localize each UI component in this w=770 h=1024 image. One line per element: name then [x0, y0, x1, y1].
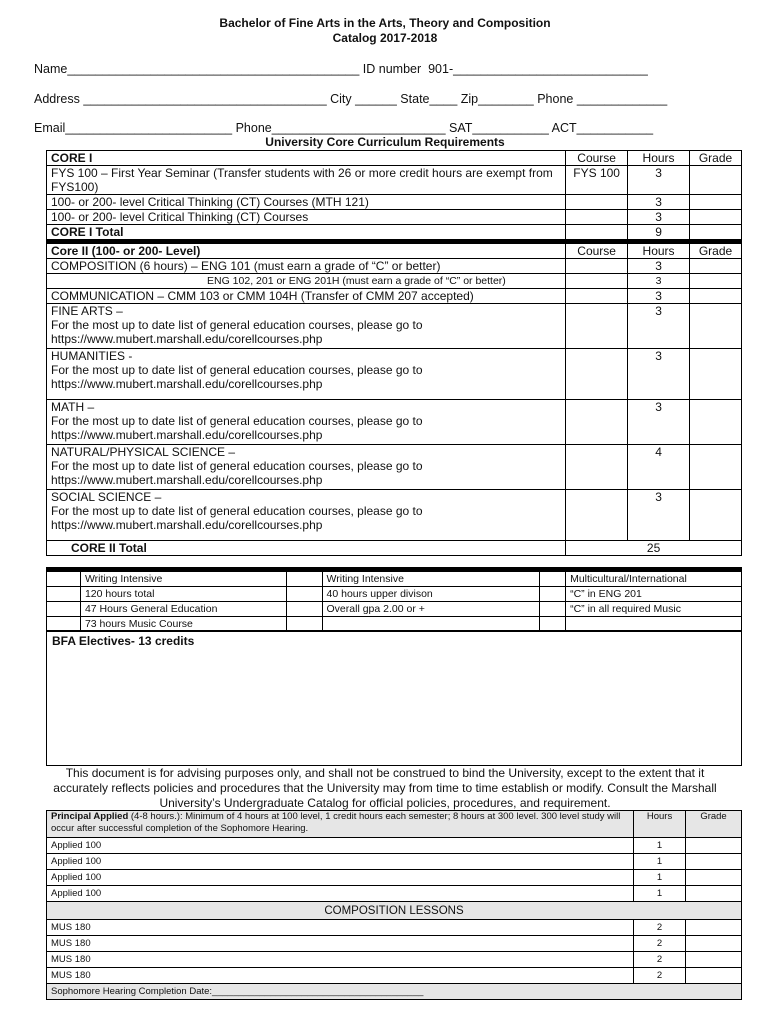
grade-cell[interactable] [686, 886, 742, 902]
grade-cell[interactable] [686, 920, 742, 936]
lessons-heading: COMPOSITION LESSONS [47, 902, 742, 920]
table-row [47, 349, 742, 400]
lesson-course: MUS 180 [47, 952, 634, 968]
row-text: 100- or 200- level Critical Thinking (CT) Courses [47, 210, 566, 225]
grade-cell[interactable] [690, 289, 742, 304]
applied-header [47, 811, 742, 838]
col-grade: Grade [686, 811, 742, 838]
area-url[interactable]: https://www.mubert.marshall.edu/corellcourses.php [51, 473, 323, 487]
col-grade: Grade [690, 151, 742, 166]
core2-total-row [47, 541, 742, 556]
table-row [47, 920, 742, 936]
col-hours: Hours [634, 811, 686, 838]
req-cell: 40 hours upper divison [322, 587, 540, 602]
disclaimer: This document is for advising purposes only, and shall not be construed to bind the University, except to the extent that it accurately reflects policies and procedures that the University may from time to time establish or modify. Consult the Marshall University’s Undergraduate Catalog for official policies, procedures, and requirement. [53, 766, 717, 810]
grade-cell[interactable] [686, 952, 742, 968]
check-cell[interactable] [286, 587, 322, 602]
core1-total-hours: 9 [628, 225, 690, 242]
req-cell: 73 hours Music Course [80, 617, 286, 632]
core1-total-label: CORE I Total [47, 225, 566, 242]
core-title: University Core Curriculum Requirements [265, 135, 505, 149]
applied-heading-detail: (4-8 hours.): Minimum of 4 hours at 100 level, 1 credit hours each semester; 8 hours at 300 level. 300 level study will occur after successful completion of the Sophomore Hearing. [51, 811, 621, 834]
lesson-course: MUS 180 [47, 936, 634, 952]
grade-cell[interactable] [686, 968, 742, 984]
applied-course: Applied 100 [47, 838, 634, 854]
table-row [47, 602, 742, 617]
table-row [47, 259, 742, 274]
core2-header [47, 242, 742, 259]
area-note: For the most up to date list of general education courses, please go to [51, 363, 423, 377]
core1-header [47, 151, 742, 166]
row-course[interactable] [566, 195, 628, 210]
grade-cell[interactable] [690, 445, 742, 490]
area-note: For the most up to date list of general education courses, please go to [51, 414, 423, 428]
grade-cell[interactable] [690, 349, 742, 400]
requirements-table [46, 567, 742, 632]
col-hours: Hours [628, 242, 690, 259]
course-cell[interactable] [566, 274, 628, 289]
grade-cell[interactable] [690, 259, 742, 274]
row-text: FYS 100 – First Year Seminar (Transfer students with 26 or more credit hours are exempt from FYS100) [47, 166, 566, 195]
grade-cell[interactable] [686, 838, 742, 854]
grade-cell[interactable] [690, 195, 742, 210]
applied-course: Applied 100 [47, 854, 634, 870]
table-row [47, 274, 742, 289]
table-row [47, 570, 742, 587]
catalog-year: Catalog 2017-2018 [332, 31, 438, 45]
area-note: For the most up to date list of general education courses, please go to [51, 504, 423, 518]
row-hours: 2 [634, 968, 686, 984]
table-row [47, 952, 742, 968]
hearing-row [47, 984, 742, 1000]
col-hours: Hours [628, 151, 690, 166]
req-cell: 120 hours total [80, 587, 286, 602]
req-cell: 47 Hours General Education [80, 602, 286, 617]
applied-course: Applied 100 [47, 870, 634, 886]
check-cell[interactable] [47, 602, 81, 617]
row-hours: 1 [634, 870, 686, 886]
grade-cell[interactable] [686, 854, 742, 870]
row-hours: 2 [634, 952, 686, 968]
row-hours: 3 [628, 304, 690, 349]
table-row [47, 195, 742, 210]
table-row [47, 445, 742, 490]
row-hours: 2 [634, 936, 686, 952]
composition2-row: ENG 102, 201 or ENG 201H (must earn a grade of “C” or better) [47, 274, 566, 289]
course-cell[interactable] [566, 259, 628, 274]
applied-table [46, 810, 742, 1000]
check-cell[interactable] [47, 587, 81, 602]
check-cell[interactable] [540, 602, 566, 617]
core-table [46, 150, 742, 556]
grade-cell[interactable] [690, 400, 742, 445]
sophomore-hearing-date[interactable]: Sophomore Hearing Completion Date:________________________________________ [47, 984, 742, 1000]
req-cell: Writing Intensive [80, 570, 286, 587]
course-cell[interactable] [566, 445, 628, 490]
row-hours: 1 [634, 838, 686, 854]
communication-row: COMMUNICATION – CMM 103 or CMM 104H (Transfer of CMM 207 accepted) [47, 289, 566, 304]
email-phone-line[interactable]: Email________________________ Phone_________________________ SAT___________ ACT___________ [34, 121, 654, 135]
table-row [47, 304, 742, 349]
doc-title: Bachelor of Fine Arts in the Arts, Theory and Composition [219, 16, 551, 30]
req-cell: Writing Intensive [322, 570, 540, 587]
row-hours: 3 [628, 210, 690, 225]
address-line[interactable]: Address ___________________________________ City ______ State____ Zip________ Phone _____________ [34, 92, 668, 106]
row-hours: 3 [628, 400, 690, 445]
table-row [47, 968, 742, 984]
area-name: HUMANITIES - [51, 349, 133, 363]
table-row [47, 587, 742, 602]
row-hours: 3 [628, 274, 690, 289]
area-note: For the most up to date list of general education courses, please go to [51, 459, 423, 473]
row-hours: 1 [634, 886, 686, 902]
row-course[interactable] [566, 210, 628, 225]
col-course: Course [566, 151, 628, 166]
table-row [47, 854, 742, 870]
row-hours: 3 [628, 166, 690, 195]
table-row [47, 210, 742, 225]
lesson-course: MUS 180 [47, 920, 634, 936]
area-name: SOCIAL SCIENCE – [51, 490, 162, 504]
core2-heading: Core II (100- or 200- Level) [47, 242, 566, 259]
row-hours: 3 [628, 289, 690, 304]
req-cell: “C” in ENG 201 [566, 587, 742, 602]
core1-total-row [47, 225, 742, 242]
req-cell: “C” in all required Music [566, 602, 742, 617]
col-course: Course [566, 242, 628, 259]
check-cell[interactable] [540, 587, 566, 602]
area-url[interactable]: https://www.mubert.marshall.edu/corellcourses.php [51, 332, 323, 346]
row-course: FYS 100 [566, 166, 628, 195]
req-cell: Multicultural/International [566, 570, 742, 587]
row-hours: 2 [634, 920, 686, 936]
area-note: For the most up to date list of general education courses, please go to [51, 318, 423, 332]
row-text: 100- or 200- level Critical Thinking (CT) Courses (MTH 121) [47, 195, 566, 210]
req-cell: Overall gpa 2.00 or + [322, 602, 540, 617]
area-name: NATURAL/PHYSICAL SCIENCE – [51, 445, 236, 459]
row-hours: 3 [628, 195, 690, 210]
table-row [47, 886, 742, 902]
grade-cell[interactable] [686, 936, 742, 952]
lessons-heading-row [47, 902, 742, 920]
row-hours: 3 [628, 259, 690, 274]
area-name: FINE ARTS – [51, 304, 123, 318]
table-row [47, 838, 742, 854]
grade-cell[interactable] [690, 304, 742, 349]
core2-total-hours: 25 [566, 541, 742, 556]
composition-row: COMPOSITION (6 hours) – ENG 101 (must earn a grade of “C” or better) [47, 259, 566, 274]
grade-cell[interactable] [690, 490, 742, 541]
area-url[interactable]: https://www.mubert.marshall.edu/corellcourses.php [51, 377, 323, 391]
electives-label: BFA Electives- 13 credits [52, 634, 195, 648]
core2-total-label: CORE II Total [47, 541, 566, 556]
area-url[interactable]: https://www.mubert.marshall.edu/corellcourses.php [51, 518, 323, 532]
table-row [47, 936, 742, 952]
col-grade: Grade [690, 242, 742, 259]
course-cell[interactable] [566, 289, 628, 304]
name-id-line[interactable]: Name__________________________________________ ID number 901-____________________________ [34, 62, 648, 76]
applied-course: Applied 100 [47, 886, 634, 902]
core1-heading: CORE I [47, 151, 566, 166]
electives-box[interactable] [46, 630, 742, 766]
table-row [47, 289, 742, 304]
grade-cell[interactable] [686, 870, 742, 886]
grade-cell[interactable] [690, 274, 742, 289]
grade-cell[interactable] [690, 210, 742, 225]
area-name: MATH – [51, 400, 95, 414]
course-cell[interactable] [566, 490, 628, 541]
area-url[interactable]: https://www.mubert.marshall.edu/corellcourses.php [51, 428, 323, 442]
row-hours: 3 [628, 349, 690, 400]
table-row [47, 490, 742, 541]
row-hours: 1 [634, 854, 686, 870]
row-hours: 3 [628, 490, 690, 541]
table-row [47, 400, 742, 445]
lesson-course: MUS 180 [47, 968, 634, 984]
course-cell[interactable] [566, 349, 628, 400]
table-row [47, 166, 742, 195]
row-hours: 4 [628, 445, 690, 490]
table-row [47, 870, 742, 886]
course-cell[interactable] [566, 304, 628, 349]
check-cell[interactable] [286, 602, 322, 617]
grade-cell[interactable] [690, 166, 742, 195]
applied-heading: Principal Applied [51, 811, 129, 822]
course-cell[interactable] [566, 400, 628, 445]
